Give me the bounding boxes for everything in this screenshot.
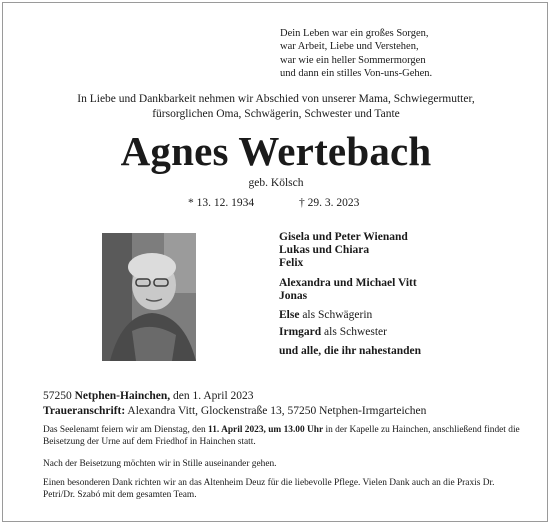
mourner-group	[279, 277, 421, 303]
intro-line: fürsorglichen Oma, Schwägerin, Schwester und Tante	[152, 107, 400, 120]
address-label: Traueranschrift:	[43, 404, 126, 417]
poem-line: Dein Leben war ein großes Sorgen,	[280, 28, 429, 39]
obituary-notice	[2, 2, 548, 522]
death-date: † 29. 3. 2023	[299, 197, 360, 209]
condolence-note: Nach der Beisetzung möchten wir in Stille auseinander gehen.	[43, 459, 277, 469]
intro-line: In Liebe und Dankbarkeit nehmen wir Abschied von unserer Mama, Schwiegermutter,	[77, 93, 475, 105]
mourner-entry	[279, 326, 421, 339]
poem-line: war wie ein heller Sommermorgen	[280, 54, 426, 66]
mourner-role: als Schwester	[321, 326, 387, 339]
mourner-name: Irmgard	[279, 326, 322, 339]
mourner-name: Felix	[279, 257, 304, 270]
service-text: Das Seelenamt feiern wir am Dienstag, den	[43, 425, 209, 435]
service-info	[43, 425, 521, 448]
mourner-name: Jonas	[279, 289, 308, 302]
town: Netphen-Hainchen,	[74, 390, 171, 402]
birth-date: * 13. 12. 1934	[188, 197, 255, 209]
mourning-address	[43, 404, 426, 419]
service-datetime: 11. April 2023, um 13.00 Uhr	[208, 425, 324, 435]
portrait-photo	[102, 233, 196, 361]
birth-name: geb. Kölsch	[248, 177, 304, 189]
poem-line: war Arbeit, Liebe und Verstehen,	[280, 41, 419, 53]
portrait-image	[102, 233, 196, 361]
postal-code: 57250	[43, 390, 75, 402]
mourners-list	[279, 231, 421, 359]
deceased-name: Agnes Wertebach	[120, 128, 432, 174]
mourner-name: Else	[279, 309, 300, 322]
place-and-address	[43, 389, 426, 418]
mourner-name: Alexandra und Michael Vitt	[279, 276, 417, 289]
notice-date: den 1. April 2023	[170, 390, 254, 402]
thanks-note: Einen besonderen Dank richten wir an das Altenheim Deuz für die liebevolle Pflege. Vielen Dank auch an die Praxis Dr. Petri/Dr. Szabó mit dem gesamten Team.	[43, 478, 495, 500]
intro-text	[3, 92, 549, 121]
mourner-role: als Schwägerin	[299, 309, 373, 322]
poem	[280, 27, 432, 81]
mourner-entry	[279, 309, 421, 322]
mourner-name: Lukas und Chiara	[279, 244, 370, 257]
mourners-closing: und alle, die ihr nahestanden	[279, 345, 421, 358]
address-value: Alexandra Vitt, Glockenstraße 13, 57250 Netphen-Irmgarteichen	[125, 404, 427, 417]
mourner-group	[279, 231, 421, 271]
service-text: in der Kapelle zu Hainchen, anschließend findet die Beisetzung der Urne auf dem Friedhof in Hainchen statt.	[43, 425, 520, 447]
place-date	[43, 389, 426, 404]
poem-line: und dann ein stilles Von-uns-Gehen.	[280, 68, 433, 80]
mourner-name: Gisela und Peter Wienand	[279, 231, 408, 243]
mourner-group	[279, 309, 421, 339]
